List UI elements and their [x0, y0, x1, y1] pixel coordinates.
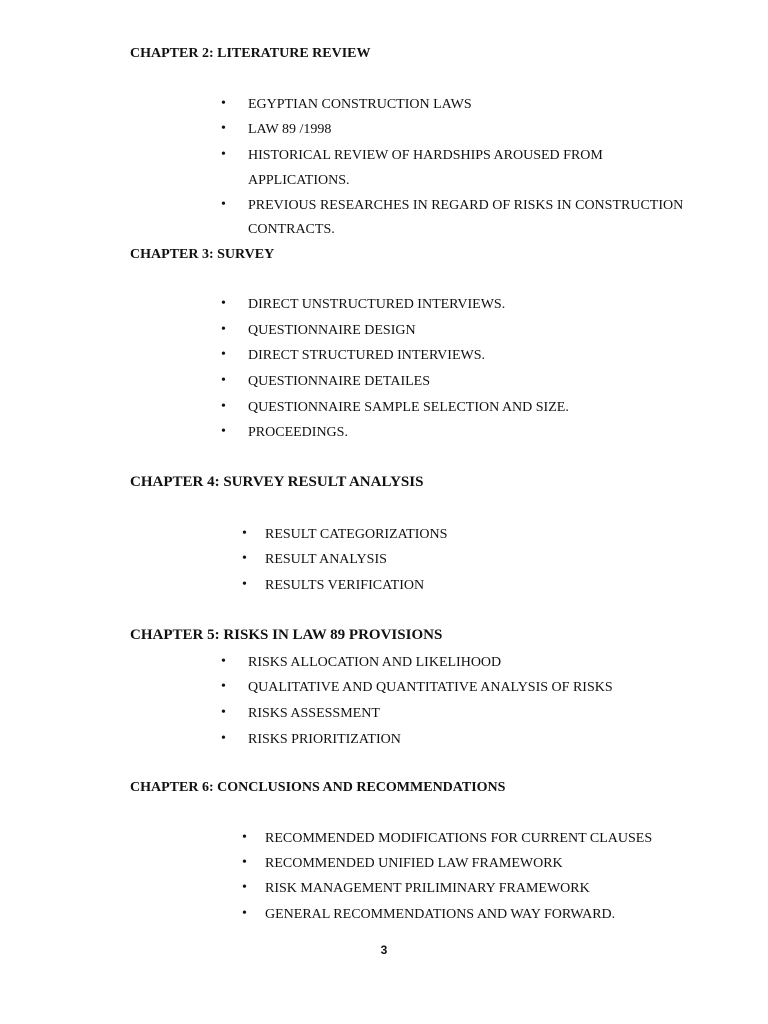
bullet: •: [242, 830, 247, 845]
list-item-continuation: APPLICATIONS.: [248, 173, 350, 188]
list-item: RISK MANAGEMENT PRILIMINARY FRAMEWORK: [265, 881, 590, 896]
list-item: RISKS PRIORITIZATION: [248, 732, 401, 747]
list-item: DIRECT STRUCTURED INTERVIEWS.: [248, 348, 486, 363]
list-item: QUESTIONNAIRE SAMPLE SELECTION AND SIZE.: [248, 400, 569, 415]
bullet: •: [221, 197, 226, 212]
bullet: •: [221, 347, 226, 362]
bullet: •: [221, 424, 226, 439]
list-item: DIRECT UNSTRUCTURED INTERVIEWS.: [248, 297, 506, 312]
bullet: •: [221, 121, 226, 136]
list-item: QUALITATIVE AND QUANTITATIVE ANALYSIS OF RISKS: [248, 680, 613, 695]
list-item: QUESTIONNAIRE DETAILES: [248, 374, 431, 389]
bullet: •: [221, 373, 226, 388]
list-item: GENERAL RECOMMENDATIONS AND WAY FORWARD.: [265, 907, 616, 922]
bullet: •: [242, 855, 247, 870]
chapter-heading: CHAPTER 5: RISKS IN LAW 89 PROVISIONS: [130, 627, 443, 643]
list-item: PREVIOUS RESEARCHES IN REGARD OF RISKS IN CONSTRUCTION: [248, 198, 684, 213]
chapter-heading: CHAPTER 4: SURVEY RESULT ANALYSIS: [130, 474, 424, 490]
bullet: •: [242, 906, 247, 921]
bullet: •: [221, 679, 226, 694]
list-item: RISKS ASSESSMENT: [248, 706, 380, 721]
bullet: •: [221, 96, 226, 111]
chapter-heading: CHAPTER 3: SURVEY: [130, 247, 275, 262]
list-item: QUESTIONNAIRE DESIGN: [248, 323, 416, 338]
bullet: •: [221, 399, 226, 414]
bullet: •: [242, 577, 247, 592]
list-item: PROCEEDINGS.: [248, 425, 348, 440]
bullet: •: [242, 551, 247, 566]
list-item: RESULTS VERIFICATION: [265, 578, 425, 593]
bullet: •: [242, 526, 247, 541]
bullet: •: [242, 880, 247, 895]
list-item: RECOMMENDED MODIFICATIONS FOR CURRENT CLAUSES: [265, 831, 653, 846]
chapter-heading: CHAPTER 6: CONCLUSIONS AND RECOMMENDATIONS: [130, 780, 506, 795]
bullet: •: [221, 731, 226, 746]
list-item: RISKS ALLOCATION AND LIKELIHOOD: [248, 655, 502, 670]
list-item: RESULT ANALYSIS: [265, 552, 387, 567]
list-item-continuation: CONTRACTS.: [248, 222, 335, 237]
bullet: •: [221, 705, 226, 720]
bullet: •: [221, 296, 226, 311]
list-item: LAW 89 /1998: [248, 122, 332, 137]
chapter-heading: CHAPTER 2: LITERATURE REVIEW: [130, 46, 371, 61]
list-item: HISTORICAL REVIEW OF HARDSHIPS AROUSED FROM: [248, 148, 603, 163]
bullet: •: [221, 322, 226, 337]
bullet: •: [221, 654, 226, 669]
bullet: •: [221, 147, 226, 162]
page-number: 3: [380, 943, 388, 957]
list-item: EGYPTIAN CONSTRUCTION LAWS: [248, 97, 472, 112]
list-item: RESULT CATEGORIZATIONS: [265, 527, 448, 542]
list-item: RECOMMENDED UNIFIED LAW FRAMEWORK: [265, 856, 563, 871]
